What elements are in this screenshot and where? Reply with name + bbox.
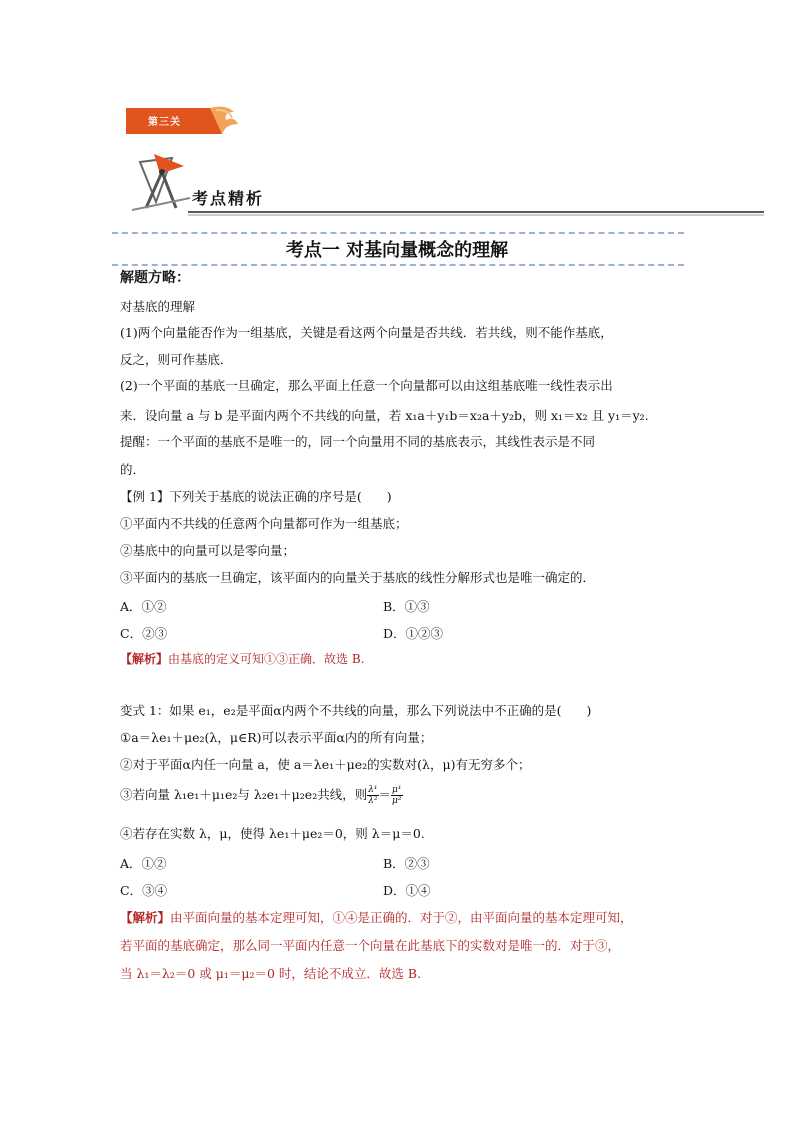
variant1-statement-2: ②对于平面α内任一向量 a，使 a＝λe₁＋μe₂的实数对(λ，μ)有无穷多个； xyxy=(120,757,531,772)
example1-option-b: B．①③ xyxy=(383,599,430,614)
fraction-mu xyxy=(391,785,402,806)
example1-statement-2: ②基底中的向量可以是零向量； xyxy=(120,543,296,558)
strategy-subheading: 对基底的理解 xyxy=(120,299,196,314)
variant1-option-a: A．①② xyxy=(120,856,167,871)
fraction-mu-denominator: μ² xyxy=(392,796,402,806)
example1-analysis-tag: 【解析】 xyxy=(120,652,169,666)
example1-option-a: A．①② xyxy=(120,599,167,614)
strategy-p2a: (2)一个平面的基底一旦确定，那么平面上任意一个向量都可以由这组基底唯一线性表示出 xyxy=(120,378,613,393)
banner-label: 第三关 xyxy=(148,117,181,128)
fraction-lambda-denominator: λ² xyxy=(368,796,378,806)
fraction-mu-numerator: μ¹ xyxy=(392,785,402,795)
strategy-p1a: (1)两个向量能否作为一组基底，关键是看这两个向量是否共线．若共线，则不能作基底， xyxy=(120,325,613,340)
variant1-analysis-line-3: 当 λ₁＝λ₂＝0 或 μ₁＝μ₂＝0 时，结论不成立．故选 B. xyxy=(120,966,422,981)
variant1-stem: 变式 1：如果 e₁，e₂是平面α内两个不共线的向量，那么下列说法中不正确的是( ) xyxy=(120,703,592,718)
variant1-statement-3 xyxy=(120,782,680,808)
variant1-statement-1: ①a＝λe₁＋μe₂(λ，μ∈R)可以表示平面α内的所有向量； xyxy=(120,730,433,745)
variant1-option-b: B．②③ xyxy=(383,856,430,871)
level-banner xyxy=(126,104,242,138)
variant1-analysis-line-2: 若平面的基底确定，那么同一平面内任意一个向量在此基底下的实数对是唯一的．对于③， xyxy=(120,938,621,953)
example1-analysis xyxy=(120,651,680,667)
strategy-p1b: 反之，则可作基底． xyxy=(120,352,233,367)
divider-bottom xyxy=(112,264,684,266)
topic-title: 考点一 对基向量概念的理解 xyxy=(285,240,509,261)
example1-stem: 【例 1】下列关于基底的说法正确的序号是( ) xyxy=(120,489,392,504)
strategy-p2b: 来．设向量 a 与 b 是平面内两个不共线的向量，若 x₁a＋y₁b＝x₂a＋y₂b，则 x₁＝x₂ 且 y₁＝y₂. xyxy=(120,408,649,423)
variant1-statement-4: ④若存在实数 λ，μ，使得 λe₁＋μe₂＝0，则 λ＝μ＝0. xyxy=(120,826,425,841)
example1-statement-3: ③平面内的基底一旦确定，该平面内的向量关于基底的线性分解形式也是唯一确定的． xyxy=(120,570,596,585)
fraction-lambda xyxy=(367,785,378,806)
variant1-analysis-text-1: 由平面向量的基本定理可知，①④是正确的．对于②，由平面向量的基本定理可知， xyxy=(170,910,633,925)
example1-option-d: D．①②③ xyxy=(383,626,444,641)
example1-analysis-text: 由基底的定义可知①③正确．故选 B. xyxy=(168,652,365,666)
strategy-heading: 解题方略： xyxy=(120,270,190,286)
variant1-analysis-line-1 xyxy=(120,910,680,926)
section-heading xyxy=(132,152,764,218)
banner-ribbon-icon xyxy=(126,104,242,138)
fraction-lambda-numerator: λ¹ xyxy=(368,785,378,795)
strategy-p3b: 的． xyxy=(120,462,146,477)
variant1-option-c: C．③④ xyxy=(120,883,168,898)
example1-statement-1: ①平面内不共线的任意两个向量都可作为一组基底； xyxy=(120,516,408,531)
strategy-p3a: 提醒：一个平面的基底不是唯一的，同一个向量用不同的基底表示，其线性表示是不同 xyxy=(120,434,596,449)
divider-top xyxy=(112,232,684,234)
example1-option-c: C．②③ xyxy=(120,626,168,641)
variant1-analysis-tag: 【解析】 xyxy=(120,910,171,925)
section-title: 考点精析 xyxy=(192,189,265,208)
variant1-option-d: D．①④ xyxy=(383,883,431,898)
fraction-equals: ＝ xyxy=(378,787,392,802)
variant1-statement-3-text: ③若向量 λ₁e₁＋μ₁e₂与 λ₂e₁＋μ₂e₂共线，则 xyxy=(120,787,368,802)
